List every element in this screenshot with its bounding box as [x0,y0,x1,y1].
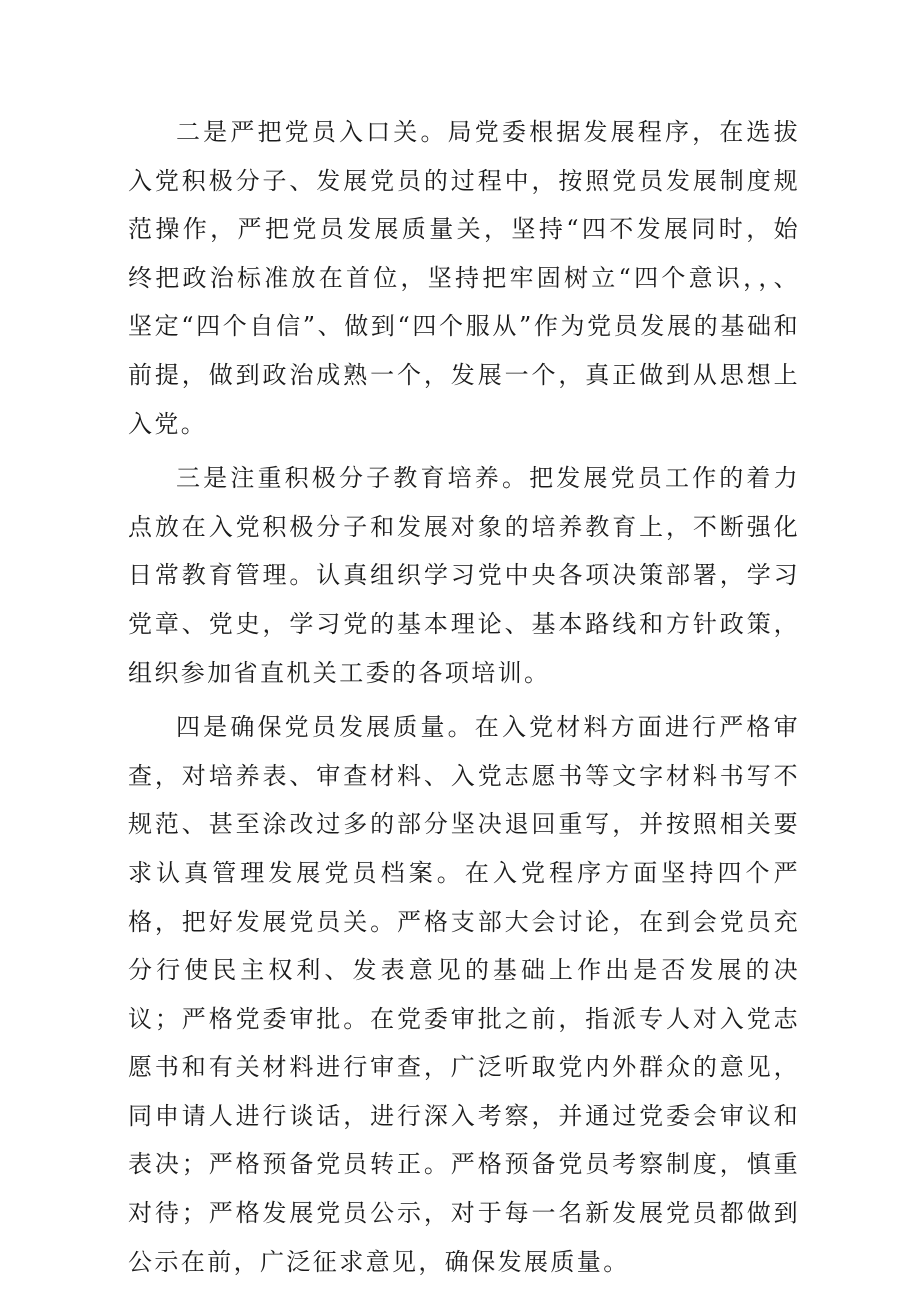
document-page [128,108,800,1292]
paragraph-activist-training: 三是注重积极分子教育培养。把发展党员工作的着力点放在入党积极分子和发展对象的培养教育上，不断强化日常教育管理。认真组织学习党中央各项决策部署，学习党章、党史，学习党的基本理论、基本路线和方针政策，组织参加省直机关工委的各项培训。 [128,464,800,687]
paragraph-strict-entry: 二是严把党员入口关。局党委根据发展程序，在选拔入党积极分子、发展党员的过程中，按照党员发展制度规范操作，严把党员发展质量关，坚持“四不发展同时，始终把政治标准放在首位，坚持把牢固树立“四个意识，，、坚定“四个自信”、做到“四个服从”作为党员发展的基础和前提，做到政治成熟一个，发展一个，真正做到从思想上入党。 [128,118,800,438]
paragraph-development-quality: 四是确保党员发展质量。在入党材料方面进行严格审查，对培养表、审查材料、入党志愿书等文字材料书写不规范、甚至涂改过多的部分坚决退回重写，并按照相关要求认真管理发展党员档案。在入党程序方面坚持四个严格，把好发展党员关。严格支部大会讨论，在到会党员充分行使民主权利、发表意见的基础上作出是否发展的决议；严格党委审批。在党委审批之前，指派专人对入党志愿书和有关材料进行审查，广泛听取党内外群众的意见，同申请人进行谈话，进行深入考察，并通过党委会审议和表决；严格预备党员转正。严格预备党员考察制度，慎重对待；严格发展党员公示，对于每一名新发展党员都做到公示在前，广泛征求意见，确保发展质量。 [128,713,800,1276]
